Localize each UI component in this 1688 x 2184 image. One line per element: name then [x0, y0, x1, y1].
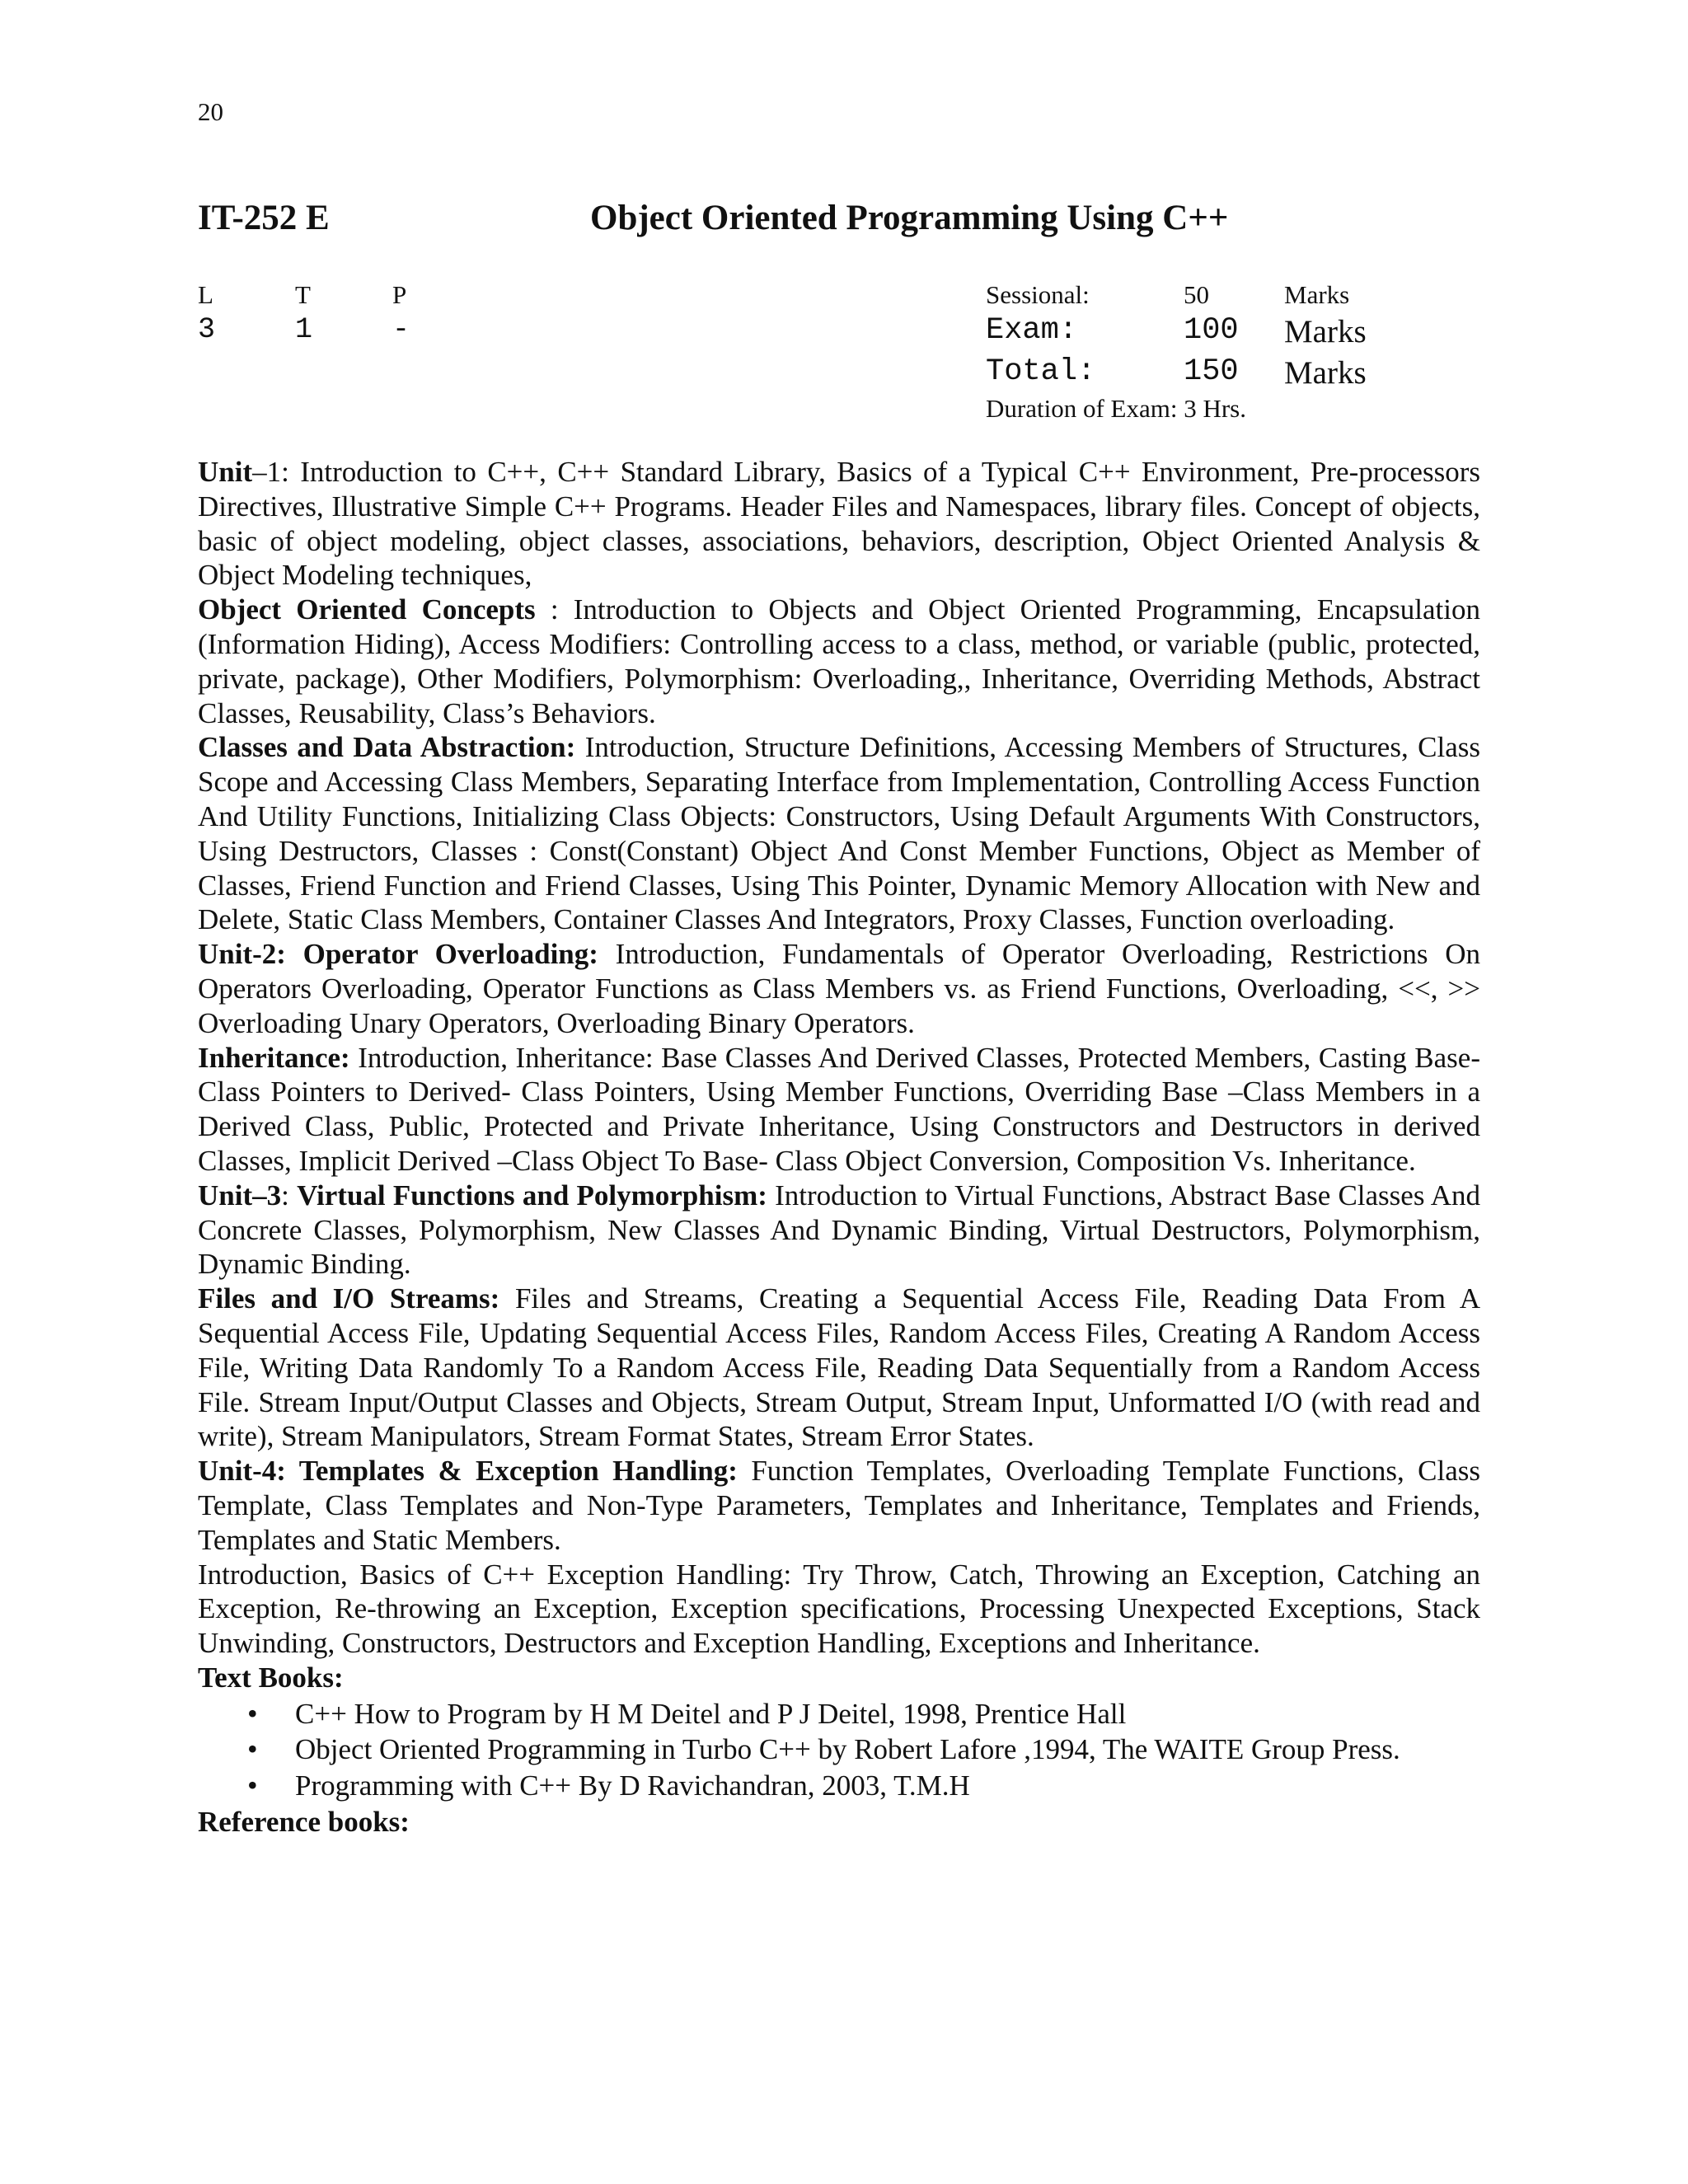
course-title: Object Oriented Programming Using C++ [590, 199, 1229, 237]
unit-4-heading: Unit-4: Templates & Exception Handling: [198, 1455, 738, 1488]
ltp-header-p: P [392, 280, 407, 309]
classes-text: Introduction, Structure Definitions, Accessing Members of Structures, Class Scope and Accessing Class Members, Separating Interface from Implementation, Controlling Access Function And Utility Functions, Initializing Class Objects: Constructors, Using Default Arguments With Constructors, Using Destructors, Classes : Const(Constant) Object And Const Member Functions, Object as Member of Classes, Friend Function and Friend Classes, Using This Pointer, Dynamic Memory Allocation with New and Delete, Static Class Members, Container Classes And Integrators, Proxy Classes, Function overloading. [198, 731, 1481, 936]
unit-3-text: Introduction to Virtual Functions, Abstract Base Classes And Concrete Classes, Polymorphism, New Classes And Dynamic Binding, Virtual Destructors, Polymorphism, Dynamic Binding. [198, 1179, 1481, 1281]
ltp-value-t: 1 [295, 313, 313, 346]
course-code: IT-252 E [198, 199, 330, 237]
virtual-functions-heading: Virtual Functions and Polymorphism: [297, 1179, 767, 1212]
total-unit: Marks [1284, 355, 1367, 391]
classes-paragraph [198, 730, 1480, 937]
exam-label: Exam: [986, 313, 1078, 348]
ltp-value-l: 3 [198, 313, 216, 346]
text-books-list [198, 1697, 1480, 1803]
unit-2-heading: Unit-2: Operator Overloading: [198, 938, 598, 971]
unit-3-colon: : [281, 1179, 298, 1212]
course-header [198, 198, 1475, 247]
files-heading: Files and I/O Streams: [198, 1282, 500, 1315]
ltp-header-t: T [295, 280, 311, 309]
text-book-item: • C++ How to Program by H M Deitel and P J Deitel, 1998, Prentice Hall [295, 1697, 1480, 1732]
unit-1-text: –1: Introduction to C++, C++ Standard Library, Basics of a Typical C++ Environment, Pre-processors Directives, Illustrative Simple C++ Programs. Header Files and Namespaces, library files. Concept of objects, basic of object modeling, object classes, associations, behaviors, description, Object Oriented Analysis & Object Modeling techniques, [198, 456, 1480, 592]
unit-3-paragraph [198, 1179, 1480, 1282]
unit-4-paragraph [198, 1454, 1480, 1557]
exam-value: 100 [1184, 313, 1239, 348]
oo-concepts-paragraph [198, 593, 1480, 730]
text-book-item: • Object Oriented Programming in Turbo C++ by Robert Lafore ,1994, The WAITE Group Press. [295, 1732, 1480, 1767]
unit-1-paragraph [198, 455, 1480, 593]
classes-heading: Classes and Data Abstraction: [198, 731, 576, 764]
text-books-heading: Text Books: [198, 1661, 344, 1694]
total-label: Total: [986, 354, 1096, 389]
ltp-value-p: - [392, 313, 410, 346]
inheritance-text: Introduction, Inheritance: Base Classes And Derived Classes, Protected Members, Casting Base- Class Pointers to Derived- Class Pointers, Using Member Functions, Overriding Base –Class Members in a Derived Class, Public, Protected and Private Inheritance, Using Constructors and Destructors in derived Classes, Implicit Derived –Class Object To Base- Class Object Conversion, Composition Vs. Inheritance. [198, 1041, 1480, 1177]
reference-books-heading: Reference books: [198, 1806, 410, 1839]
oo-concepts-text: : Introduction to Objects and Object Oriented Programming, Encapsulation (Information Hiding), Access Modifiers: Controlling access to a class, method, or variable (public, protected, private, package), Other Modifiers, Polymorphism: Overloading,, Inheritance, Overriding Methods, Abstract Classes, Reusability, Class’s Behaviors. [198, 593, 1480, 729]
exam-unit: Marks [1284, 314, 1367, 349]
exception-text: Introduction, Basics of C++ Exception Handling: Try Throw, Catch, Throwing an Exception, Catching an Exception, Re-throwing an Exception, Exception specifications, Processing Unexpected Exceptions, Stack Unwinding, Constructors, Destructors and Exception Handling, Exceptions and Inheritance. [198, 1558, 1480, 1660]
ltp-header-l: L [198, 280, 213, 309]
unit-2-paragraph [198, 937, 1480, 1040]
total-value: 150 [1184, 354, 1239, 389]
files-paragraph [198, 1282, 1480, 1454]
files-text: Files and Streams, Creating a Sequential Access File, Reading Data From A Sequential Access File, Updating Sequential Access Files, Random Access Files, Creating A Random Access File, Writing Data Randomly To a Random Access File, Reading Data Sequentially from a Random Access File. Stream Input/Output Classes and Objects, Stream Output, Stream Input, Unformatted I/O (with read and write), Stream Manipulators, Stream Format States, Stream Error States. [198, 1282, 1480, 1453]
inheritance-heading: Inheritance: [198, 1041, 350, 1074]
unit-3-heading: Unit–3 [198, 1179, 282, 1212]
unit-2-text: Introduction, Fundamentals of Operator Overloading, Restrictions On Operators Overloading, Operator Functions as Class Members vs. as Friend Functions, Overloading, <<, >> Overloading Unary Operators, Overloading Binary Operators. [198, 938, 1480, 1039]
exam-duration: Duration of Exam: 3 Hrs. [986, 394, 1246, 423]
oo-concepts-heading: Object Oriented Concepts [198, 593, 536, 626]
page-number: 20 [198, 97, 223, 126]
unit-4-text: Function Templates, Overloading Template Functions, Class Template, Class Templates and Non-Type Parameters, Templates and Inheritance, Templates and Friends, Templates and Static Members. [198, 1455, 1480, 1556]
sessional-unit: Marks [1284, 280, 1350, 309]
inheritance-paragraph [198, 1041, 1480, 1179]
exception-paragraph [198, 1558, 1480, 1661]
sessional-value: 50 [1184, 280, 1209, 309]
unit-1-heading: Unit [198, 456, 253, 488]
text-book-item: • Programming with C++ By D Ravichandran, 2003, T.M.H [295, 1769, 1480, 1803]
sessional-label: Sessional: [986, 280, 1090, 309]
syllabus-body [198, 455, 1480, 1840]
